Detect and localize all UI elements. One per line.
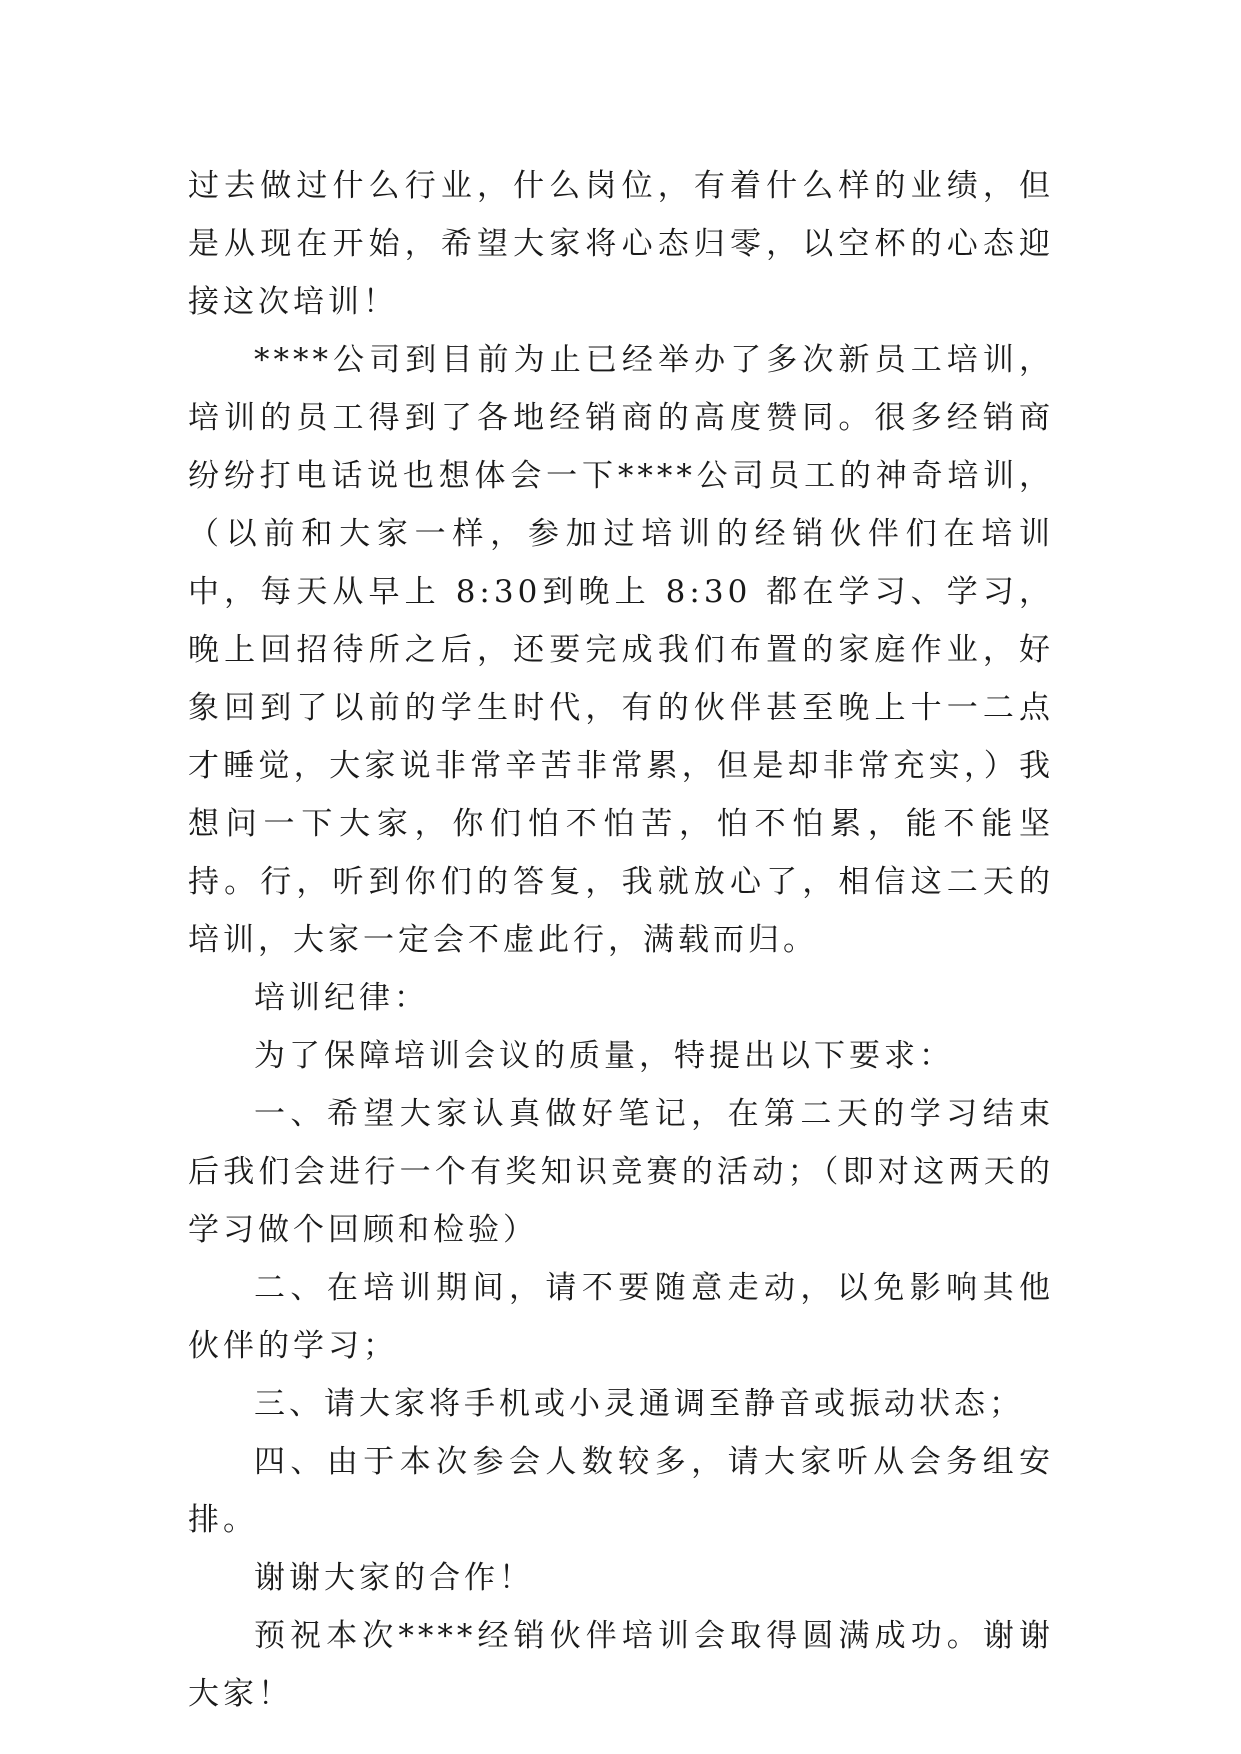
paragraph-discipline-heading: 培训纪律： <box>254 980 429 1016</box>
paragraph-intro-continuation: 过去做过什么行业，什么岗位，有着什么样的业绩，但是从现在开始，希望大家将心态归零，以空杯的心态迎接这次培训！ <box>188 168 1054 320</box>
paragraph-rule-four: 四、由于本次参会人数较多，请大家听从会务组安排。 <box>188 1444 1054 1538</box>
paragraph-closing: 预祝本次****经销伙伴培训会取得圆满成功。谢谢大家！ <box>188 1618 1054 1712</box>
paragraph-rule-one: 一、希望大家认真做好笔记，在第二天的学习结束后我们会进行一个有奖知识竞赛的活动；（即对这两天的学习做个回顾和检验） <box>188 1096 1054 1248</box>
paragraph-rule-two: 二、在培训期间，请不要随意走动，以免影响其他伙伴的学习； <box>188 1270 1054 1364</box>
document-page <box>188 157 1054 1723</box>
paragraph-rule-three: 三、请大家将手机或小灵通调至静音或振动状态； <box>254 1386 1024 1422</box>
paragraph-company-training: ****公司到目前为止已经举办了多次新员工培训，培训的员工得到了各地经销商的高度赞同。很多经销商纷纷打电话说也想体会一下****公司员工的神奇培训，（以前和大家一样，参加过培训的经销伙伴们在培训中，每天从早上 8:30到晚上 8:30 都在学习、学习，晚上回招待所之后，还要完成我们布置的家庭作业，好象回到了以前的学生时代，有的伙伴甚至晚上十一二点才睡觉，大家说非常辛苦非常累，但是却非常充实，）我想问一下大家，你们怕不怕苦，怕不怕累，能不能坚持。行，听到你们的答复，我就放心了，相信这二天的培训，大家一定会不虚此行，满载而归。 <box>188 342 1054 958</box>
paragraph-requirements-intro: 为了保障培训会议的质量，特提出以下要求： <box>254 1038 954 1074</box>
paragraph-thanks: 谢谢大家的合作！ <box>254 1560 534 1596</box>
